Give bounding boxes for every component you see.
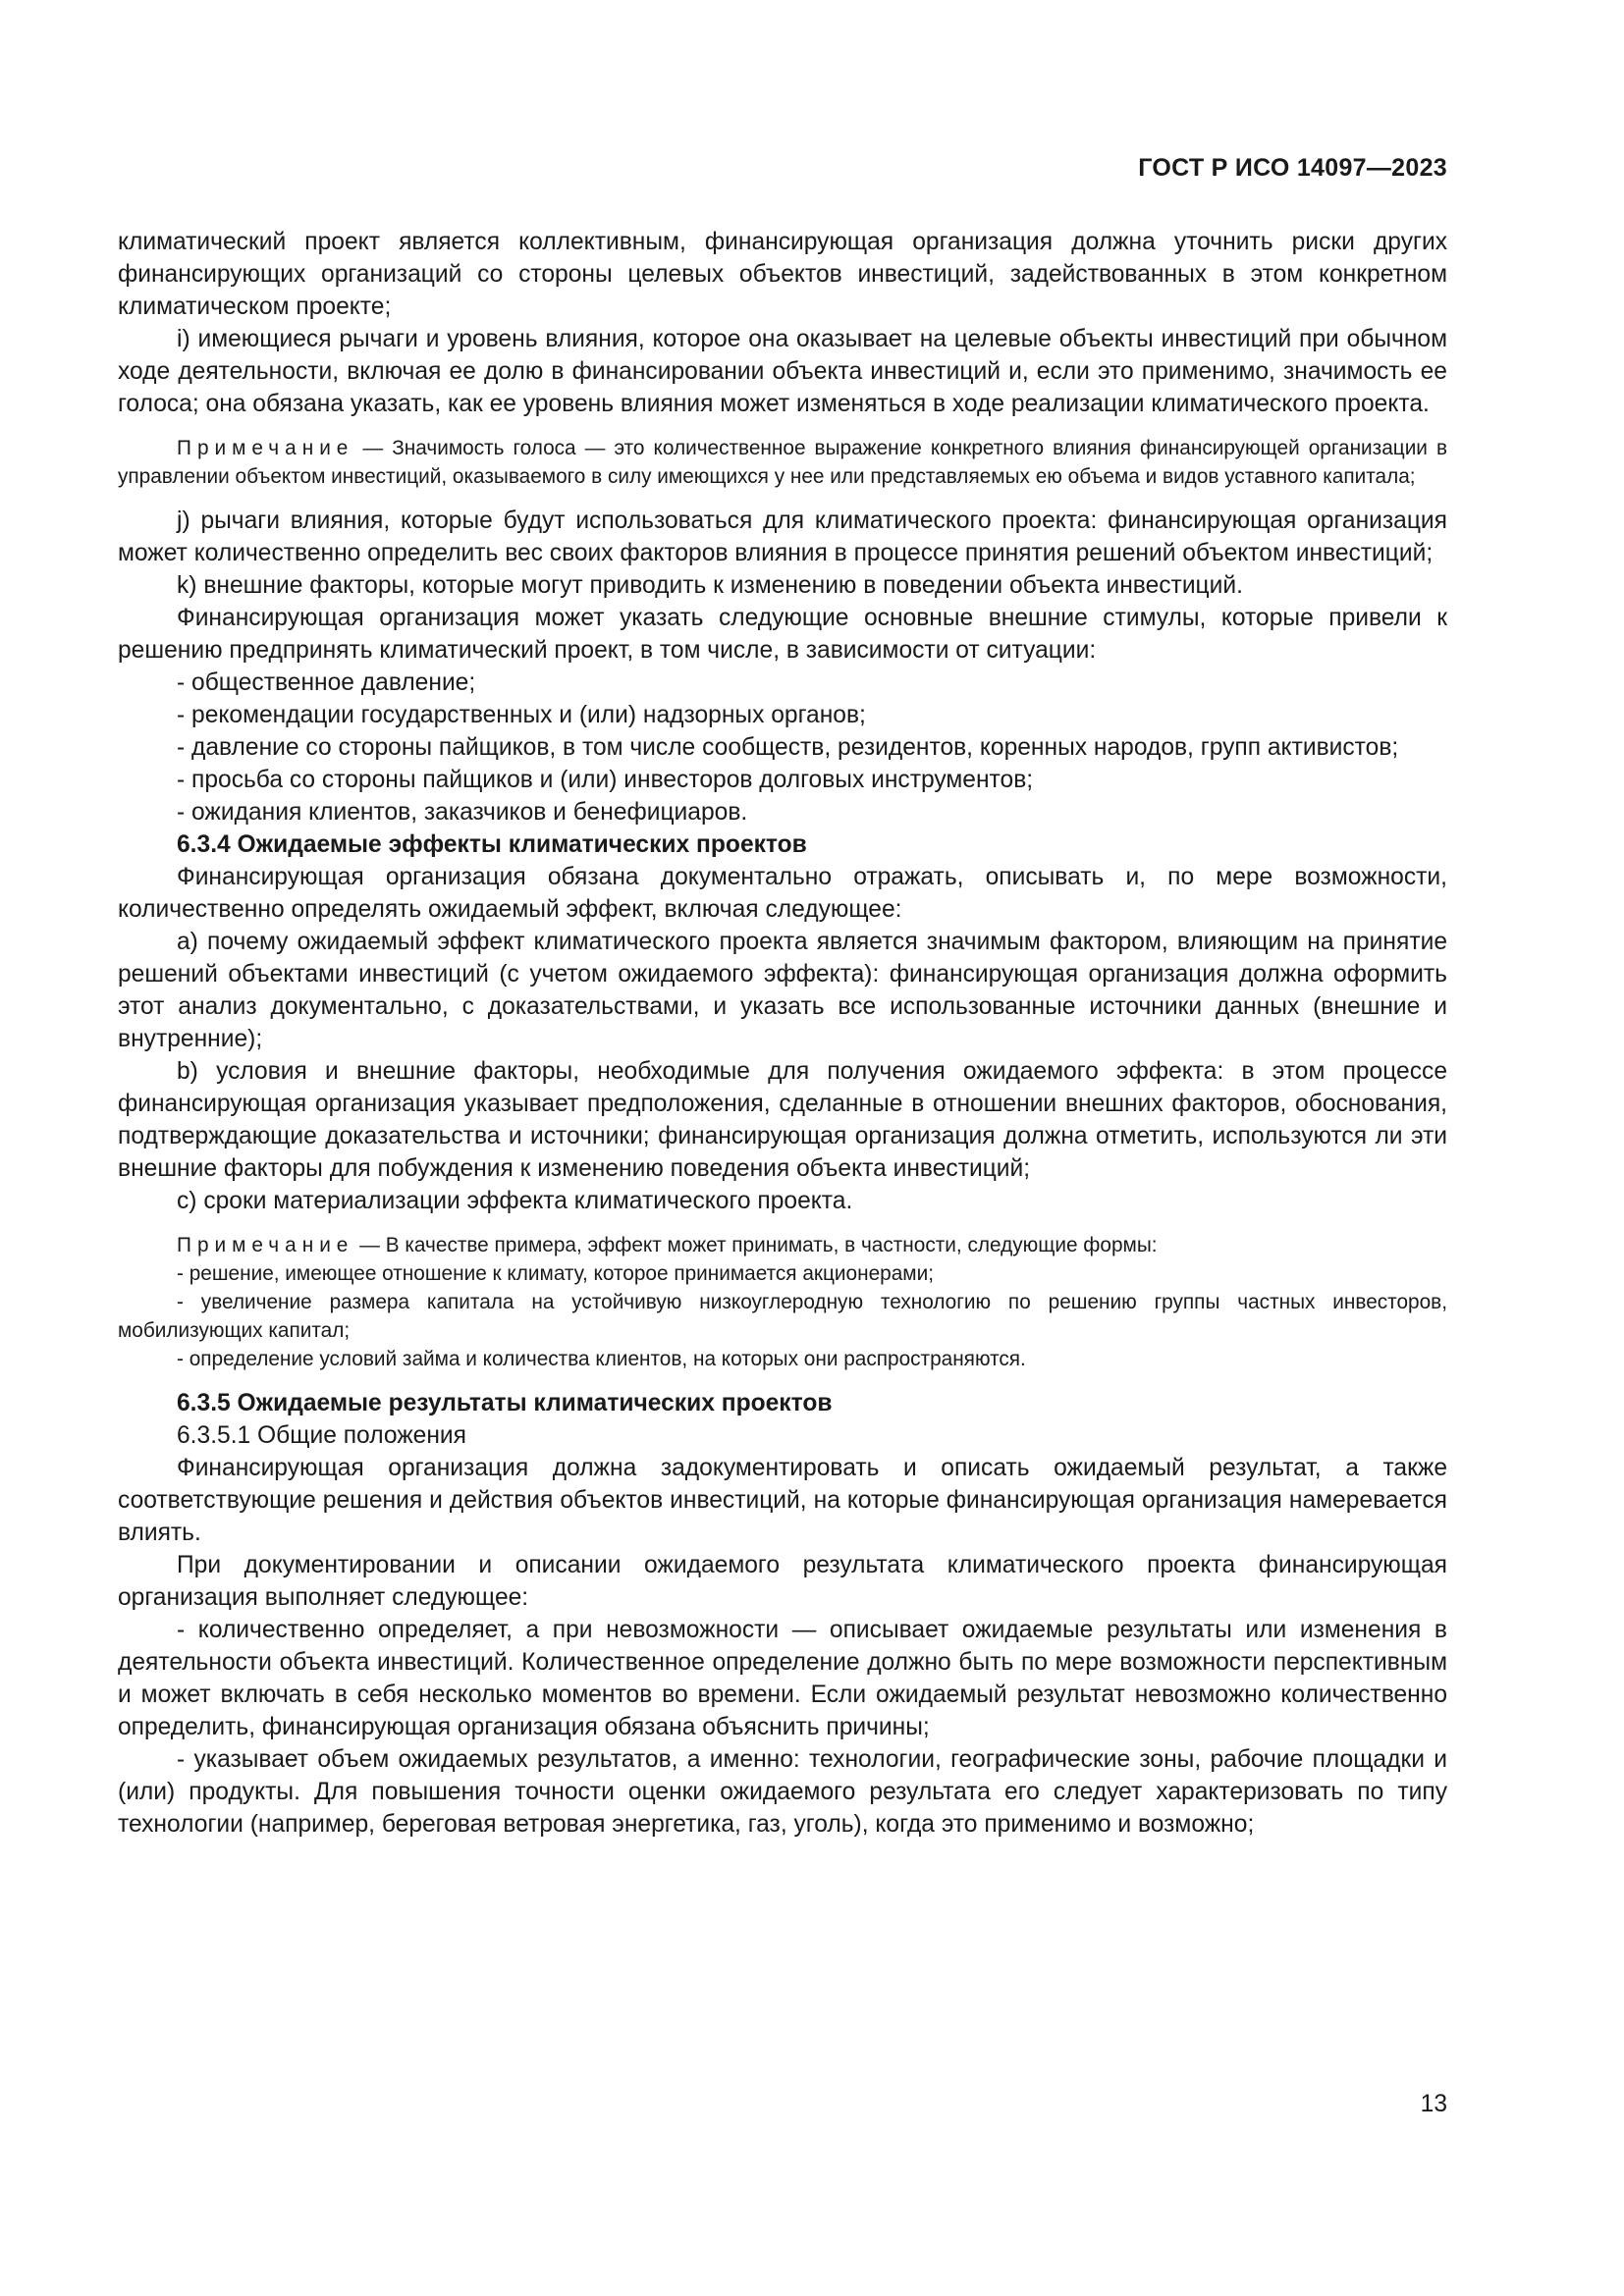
document-body	[118, 226, 1447, 1841]
list-item: - просьба со стороны пайщиков и (или) инвесторов долговых инструментов;	[177, 767, 1034, 793]
page-number: 13	[1420, 2091, 1447, 2117]
note-2	[118, 1231, 1447, 1259]
paragraph-item-b: b) условия и внешние факторы, необходимые для получения ожидаемого эффекта: в этом процессе финансирующая организация указывает предположения, сделанные в отношении внешних факторов, обоснования, подтверждающие доказательства и источники; финансирующая организация должна отметить, используются ли эти внешние факторы для побуждения к изменению поведения объекта инвестиций;	[118, 1058, 1447, 1182]
note-label: Примечание	[177, 437, 354, 459]
note-list-item: - определение условий займа и количества клиентов, на которых они распространяются.	[177, 1348, 1026, 1370]
section-heading-6-3-5: 6.3.5 Ожидаемые результаты климатических проектов	[177, 1390, 833, 1416]
list-item: - общественное давление;	[177, 669, 476, 696]
section-heading-6-3-4: 6.3.4 Ожидаемые эффекты климатических проектов	[177, 831, 807, 858]
document-header-id: ГОСТ Р ИСО 14097—2023	[1138, 154, 1447, 182]
list-item: - рекомендации государственных и (или) надзорных органов;	[177, 702, 866, 728]
paragraph-item-k: k) внешние факторы, которые могут приводить к изменению в поведении объекта инвестиций.	[177, 572, 1243, 599]
paragraph-item-c: c) сроки материализации эффекта климатического проекта.	[177, 1188, 853, 1214]
subsection-heading-6-3-5-1: 6.3.5.1 Общие положения	[177, 1422, 466, 1449]
note-1	[118, 434, 1447, 491]
paragraph-item-j: j) рычаги влияния, которые будут использоваться для климатического проекта: финансирующая организация может количественно определить вес своих факторов влияния в процессе принятия решений объектом инвестиций;	[118, 507, 1447, 566]
paragraph: Финансирующая организация может указать следующие основные внешние стимулы, которые привели к решению предпринять климатический проект, в том числе, в зависимости от ситуации:	[118, 605, 1447, 664]
note-text: — В качестве примера, эффект может принимать, в частности, следующие формы:	[353, 1234, 1158, 1256]
paragraph-item-a: a) почему ожидаемый эффект климатического проекта является значимым фактором, влияющим на принятие решений объектами инвестиций (с учетом ожидаемого эффекта): финансирующая организация должна оформить этот анализ документально, с доказательствами, и указать все использованные источники данных (внешние и внутренние);	[118, 929, 1447, 1052]
list-item: - количественно определяет, а при невозможности — описывает ожидаемые результаты или изменения в деятельности объекта инвестиций. Количественное определение должно быть по мере возможности перспективным и может включать в себя несколько моментов во времени. Если ожидаемый результат невозможно количественно определить, финансирующая организация обязана объяснить причины;	[118, 1617, 1447, 1740]
paragraph: климатический проект является коллективным, финансирующая организация должна уточнить риски других финансирующих организаций со стороны целевых объектов инвестиций, задействованных в этом конкретном климатическом проекте;	[118, 229, 1447, 320]
note-label: Примечание	[177, 1234, 354, 1256]
list-item: - давление со стороны пайщиков, в том числе сообществ, резидентов, коренных народов, групп активистов;	[177, 734, 1399, 761]
list-item: - указывает объем ожидаемых результатов, а именно: технологии, географические зоны, рабочие площадки и (или) продукты. Для повышения точности оценки ожидаемого результата его следует характеризовать по типу технологии (например, береговая ветровая энергетика, газ, уголь), когда это применимо и возможно;	[118, 1746, 1447, 1838]
paragraph: При документировании и описании ожидаемого результата климатического проекта финансирующая организация выполняет следующее:	[118, 1552, 1447, 1611]
paragraph: Финансирующая организация должна задокументировать и описать ожидаемый результат, а также соответствующие решения и действия объектов инвестиций, на которые финансирующая организация намеревается влиять.	[118, 1455, 1447, 1546]
note-text: — Значимость голоса — это количественное выражение конкретного влияния финансирующей организации в управлении объектом инвестиций, оказываемого в силу имеющихся у нее или представляемых ею объема и видов уставного капитала;	[118, 437, 1447, 488]
list-item: - ожидания клиентов, заказчиков и бенефициаров.	[177, 799, 748, 826]
paragraph-item-i: i) имеющиеся рычаги и уровень влияния, которое она оказывает на целевые объекты инвестиций при обычном ходе деятельности, включая ее долю в финансировании объекта инвестиций и, если это применимо, значимость ее голоса; она обязана указать, как ее уровень влияния может изменяться в ходе реализации климатического проекта.	[118, 326, 1447, 417]
note-list-item: - решение, имеющее отношение к климату, которое принимается акционерами;	[177, 1262, 934, 1285]
paragraph: Финансирующая организация обязана документально отражать, описывать и, по мере возможности, количественно определять ожидаемый эффект, включая следующее:	[118, 864, 1447, 923]
note-list-item: - увеличение размера капитала на устойчивую низкоуглеродную технологию по решению группы частных инвесторов, мобилизующих капитал;	[118, 1291, 1447, 1342]
